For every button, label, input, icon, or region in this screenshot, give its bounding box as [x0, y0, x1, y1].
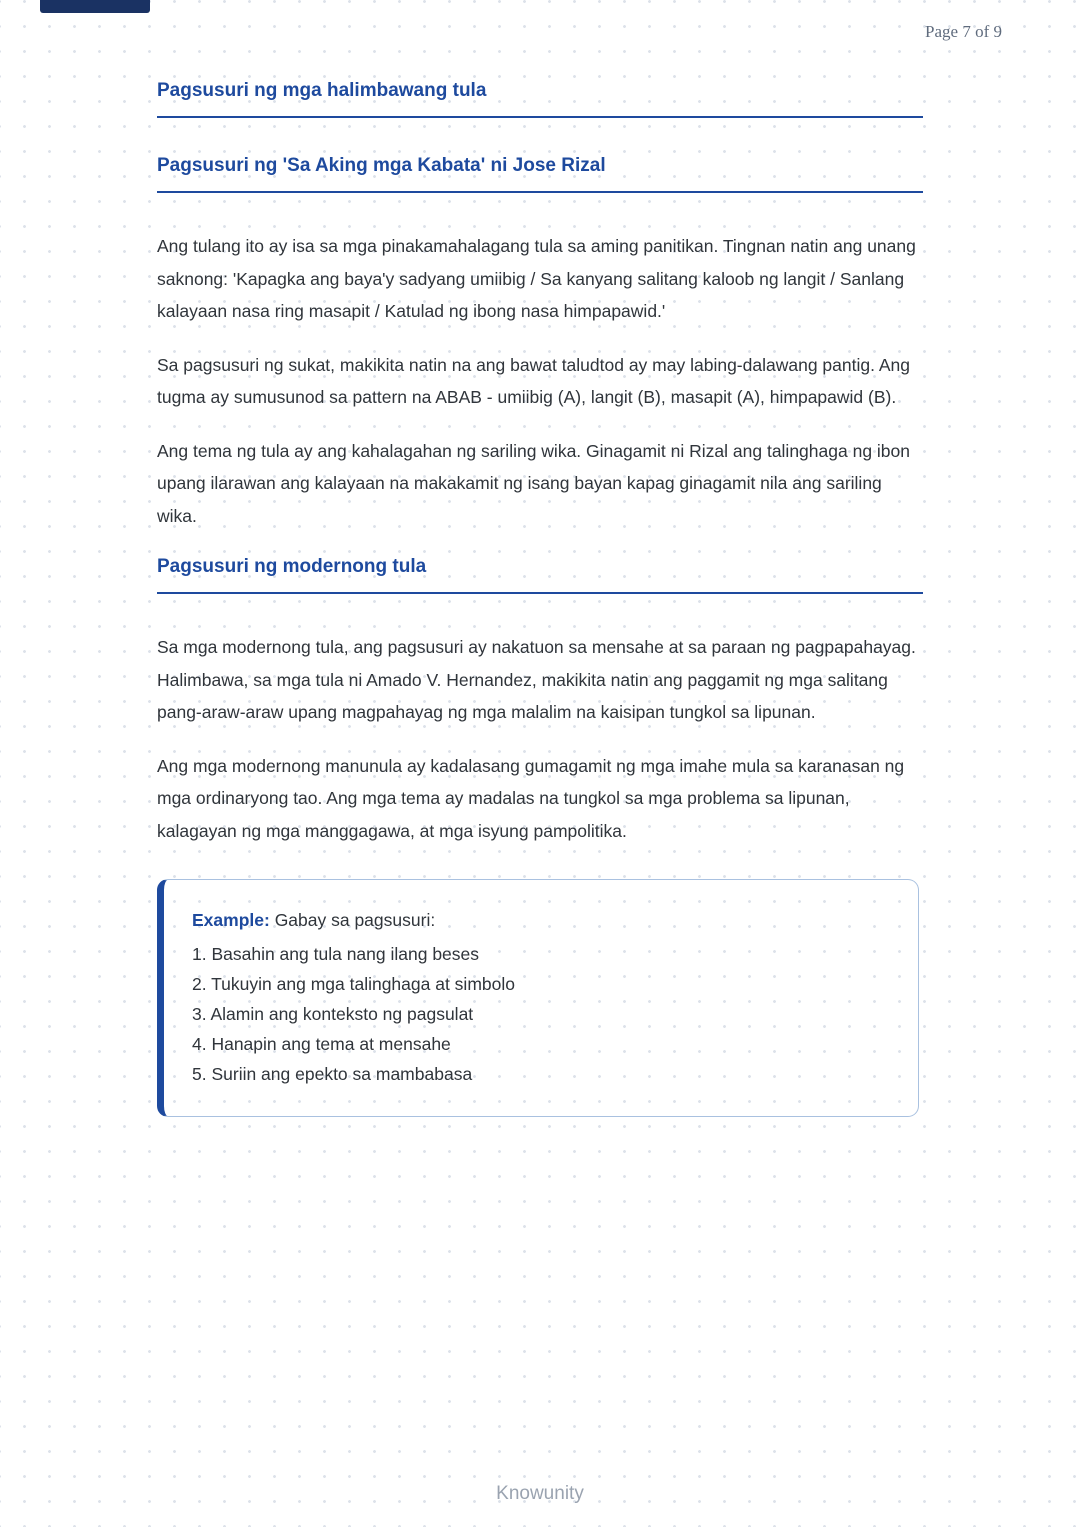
footer-brand: Knowunity	[496, 1483, 584, 1504]
paragraph-modern-poetry: Sa mga modernong tula, ang pagsusuri ay nakatuon sa mensahe at sa paraan ng pagpapahayag. Halimbawa, sa mga tula ni Amado V. Hernandez, makikita natin ang paggamit ng mga salitang pang-araw-araw upang magpahayag ng mga malalim na kaisipan tungkol sa lipunan.	[157, 637, 916, 722]
heading-analysis-of-example-poems: Pagsusuri ng mga halimbawang tula	[157, 80, 923, 118]
top-left-accent-bar	[40, 0, 150, 13]
document-body	[157, 80, 923, 1117]
example-callout-box	[157, 879, 919, 1117]
example-intro-text: Gabay sa pagsusuri:	[274, 910, 436, 930]
paragraph-theme: Ang tema ng tula ay ang kahalagahan ng sariling wika. Ginagamit ni Rizal ang talinghaga ng ibon upang ilarawan ang kalayaan na makakamit ng isang bayan kapag ginagamit nila ang sariling wika.	[157, 440, 910, 526]
example-callout-intro	[192, 905, 888, 935]
example-step-3: 3. Alamin ang konteksto ng pagsulat	[192, 1004, 474, 1024]
page-number: Page 7 of 9	[925, 22, 1002, 41]
example-step-1: 1. Basahin ang tula nang ilang beses	[192, 944, 480, 964]
heading-sa-aking-mga-kabata: Pagsusuri ng 'Sa Aking mga Kabata' ni Jose Rizal	[157, 155, 923, 193]
paragraph-meter-rhyme: Sa pagsusuri ng sukat, makikita natin na ang bawat taludtod ay may labing-dalawang pantig. Ang tugma ay sumusunod sa pattern na ABAB - umiibig (A), langit (B), masapit (A), himpapawid (B).	[157, 354, 910, 407]
example-label: Example:	[192, 910, 270, 930]
example-step-4: 4. Hanapin ang tema at mensahe	[192, 1034, 451, 1054]
example-step-5: 5. Suriin ang epekto sa mambabasa	[192, 1064, 473, 1084]
heading-modern-poetry-analysis: Pagsusuri ng modernong tula	[157, 556, 923, 594]
paragraph-modern-poets: Ang mga modernong manunula ay kadalasang gumagamit ng mga imahe mula sa karanasan ng mga ordinaryong tao. Ang mga tema ay madalas na tungkol sa mga problema sa lipunan, kalagayan ng mga manggagawa, at mga isyung pampolitika.	[157, 755, 905, 841]
paragraph-intro-analysis: Ang tulang ito ay isa sa mga pinakamahalagang tula sa aming panitikan. Tingnan natin ang unang saknong: 'Kapagka ang baya'y sadyang umiibig / Sa kanyang salitang kaloob ng langit / Sanlang kalayaan nasa ring masapit / Katulad ng ibong nasa himpapawid.'	[157, 236, 916, 321]
example-step-2: 2. Tukuyin ang mga talinghaga at simbolo	[192, 974, 515, 994]
